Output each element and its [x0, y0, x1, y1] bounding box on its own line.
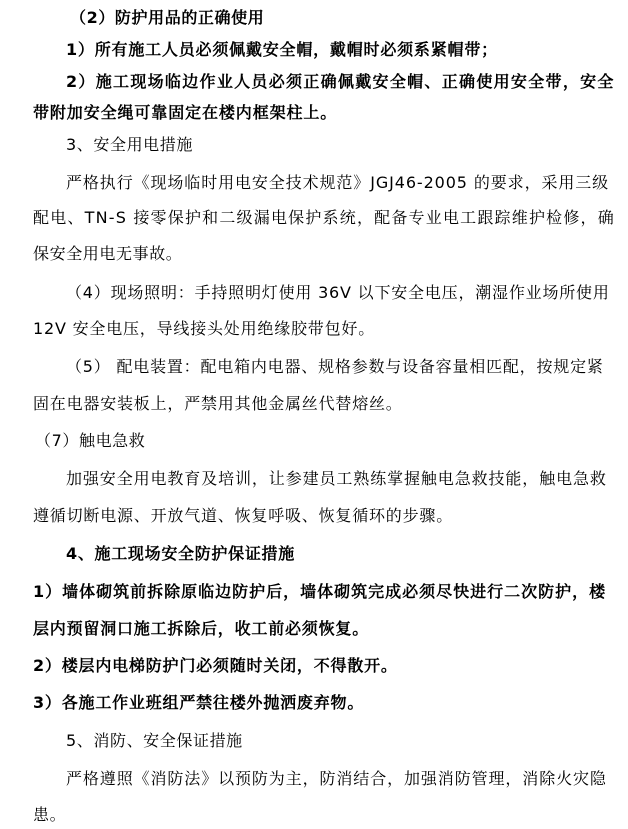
- paragraph-line: 配电、TN-S 接零保护和二级漏电保护系统，配备专业电工跟踪维护检修，确: [33, 208, 615, 227]
- paragraph-line: 严格遵照《消防法》以预防为主，防消结合，加强消防管理，消除火灾隐: [66, 769, 607, 788]
- paragraph-line: 1）所有施工人员必须佩戴安全帽，戴帽时必须系紧帽带；: [66, 40, 498, 59]
- paragraph-line: 层内预留洞口施工拆除后，收工前必须恢复。: [33, 619, 370, 638]
- paragraph-line: 2）施工现场临边作业人员必须正确佩戴安全帽、正确使用安全带，安全: [66, 72, 615, 91]
- paragraph-line: 严格执行《现场临时用电安全技术规范》JGJ46-2005 的要求，采用三级: [66, 173, 610, 192]
- paragraph-line: 12V 安全电压，导线接头处用绝缘胶带包好。: [33, 319, 375, 338]
- paragraph-line: 带附加安全绳可靠固定在楼内框架柱上。: [33, 103, 338, 122]
- paragraph-line: 遵循切断电源、开放气道、恢复呼吸、恢复循环的步骤。: [33, 506, 454, 525]
- paragraph-line: 3）各施工作业班组严禁往楼外抛洒废弃物。: [33, 693, 365, 712]
- paragraph-line: 患。: [33, 805, 67, 824]
- section-heading-protective-equipment: （2）防护用品的正确使用: [70, 8, 265, 27]
- section-heading-site-protection: 4、施工现场安全防护保证措施: [66, 544, 295, 563]
- paragraph-line: （5） 配电装置：配电箱内电器、规格参数与设备容量相匹配，按规定紧: [66, 357, 604, 376]
- paragraph-line: 1）墙体砌筑前拆除原临边防护后，墙体砌筑完成必须尽快进行二次防护，楼: [33, 582, 607, 601]
- paragraph-line: 2）楼层内电梯防护门必须随时关闭，不得散开。: [33, 656, 398, 675]
- paragraph-line: （4）现场照明：手持照明灯使用 36V 以下安全电压，潮湿作业场所使用: [66, 283, 610, 302]
- paragraph-line: 加强安全用电教育及培训，让参建员工熟练掌握触电急救技能，触电急救: [66, 469, 607, 488]
- paragraph-line: 保安全用电无事故。: [33, 244, 183, 263]
- subsection-heading-first-aid: （7）触电急救: [35, 431, 146, 450]
- section-heading-fire-safety: 5、消防、安全保证措施: [66, 731, 243, 750]
- section-heading-electrical-safety: 3、安全用电措施: [66, 135, 193, 154]
- paragraph-line: 固在电器安装板上，严禁用其他金属丝代替熔丝。: [33, 394, 403, 413]
